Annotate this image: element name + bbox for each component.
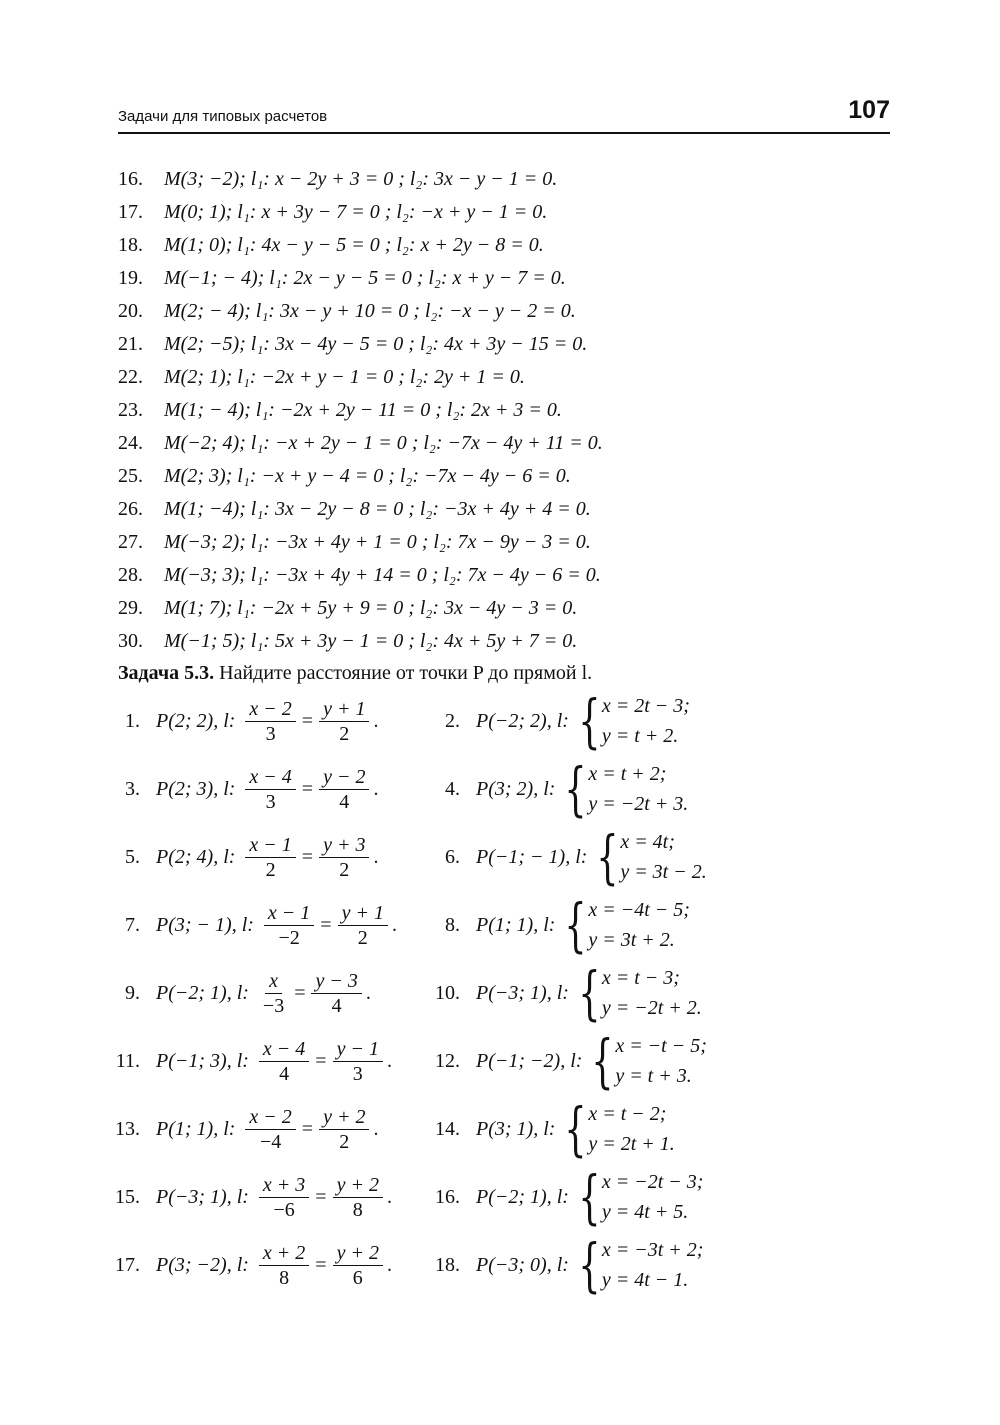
numerator: y − 1 bbox=[333, 1037, 383, 1062]
problem-item bbox=[432, 1231, 704, 1299]
problem-point: P(−1; 3), l: bbox=[156, 1049, 249, 1072]
problem-number: 18. bbox=[435, 1253, 460, 1276]
denominator: 8 bbox=[352, 1198, 363, 1221]
numerator: y − 2 bbox=[319, 765, 369, 790]
item-expression: M(1; 7); l₁: −2x + 5y + 9 = 0 ; l₂: 3x − 4y − 3 = 0. bbox=[164, 597, 578, 619]
equation-y: y = t + 3. bbox=[615, 1065, 692, 1087]
equation-system bbox=[615, 1031, 707, 1091]
problem-number: 16. bbox=[435, 1185, 460, 1208]
denominator: 4 bbox=[331, 994, 342, 1017]
problem-point: P(−1; − 1), l: bbox=[476, 845, 588, 868]
numerator: x + 3 bbox=[259, 1173, 309, 1198]
problem-number: 17. bbox=[115, 1253, 140, 1276]
problem-item bbox=[432, 1095, 675, 1163]
problem-number: 2. bbox=[445, 709, 460, 732]
item-number: 23. bbox=[118, 399, 143, 421]
left-brace: { bbox=[591, 1027, 614, 1095]
numerator: x − 1 bbox=[245, 833, 295, 858]
fraction-x bbox=[245, 697, 295, 746]
problem-point: P(3; 1), l: bbox=[476, 1117, 556, 1140]
problem-item bbox=[432, 1027, 707, 1095]
problem-item bbox=[432, 1163, 704, 1231]
problem-number: 10. bbox=[435, 981, 460, 1004]
end-mark: . bbox=[373, 845, 379, 868]
numerator: y + 1 bbox=[338, 901, 388, 926]
problem-item: 9. P(−2; 1), l: $\frac{x}{-3}$ = $\frac{y - 3}{4}$ . bbox=[112, 962, 371, 1024]
left-brace: { bbox=[564, 755, 587, 823]
fraction-y bbox=[333, 1037, 383, 1086]
equation-y: y = 2t + 1. bbox=[588, 1133, 675, 1155]
problem-number: 1. bbox=[125, 709, 140, 732]
problem-number: 8. bbox=[445, 913, 460, 936]
problem-point: P(2; 3), l: bbox=[156, 777, 236, 800]
denominator: 3 bbox=[265, 790, 276, 813]
problem-point: P(−2; 2), l: bbox=[476, 709, 569, 732]
end-mark: . bbox=[373, 709, 379, 732]
fraction-x bbox=[259, 1241, 309, 1290]
item-number: 29. bbox=[118, 597, 143, 619]
left-brace: { bbox=[578, 687, 601, 755]
left-brace: { bbox=[596, 823, 619, 891]
problem-point: P(2; 4), l: bbox=[156, 845, 236, 868]
equation-x: x = t − 3; bbox=[601, 967, 680, 989]
item-expression: M(−3; 2); l₁: −3x + 4y + 1 = 0 ; l₂: 7x − 9y − 3 = 0. bbox=[164, 531, 591, 553]
left-brace: { bbox=[564, 1095, 587, 1163]
list-item bbox=[118, 234, 544, 264]
left-brace: { bbox=[578, 1231, 601, 1299]
task-text: Найдите расстояние от точки P до прямой l. bbox=[214, 662, 593, 684]
problem-item bbox=[432, 823, 707, 891]
equation-x: x = −3t + 2; bbox=[601, 1239, 704, 1261]
list-item bbox=[118, 333, 587, 363]
equation-x: x = t − 2; bbox=[588, 1103, 667, 1125]
item-number: 25. bbox=[118, 465, 143, 487]
list-item bbox=[118, 465, 571, 495]
list-item bbox=[118, 267, 566, 297]
item-number: 26. bbox=[118, 498, 143, 520]
item-number: 17. bbox=[118, 201, 143, 223]
list-item bbox=[118, 432, 603, 462]
running-title: Задачи для типовых расчетов bbox=[118, 108, 328, 125]
problem-item: 7. P(3; − 1), l: $\frac{x - 1}{-2}$ = $\frac{y + 1}{2}$ . bbox=[112, 894, 397, 956]
fraction-x bbox=[259, 1037, 309, 1086]
list-item bbox=[118, 201, 547, 231]
list-item bbox=[118, 366, 525, 396]
equation-y: y = t + 2. bbox=[601, 725, 679, 747]
problem-item bbox=[432, 891, 690, 959]
problem-number: 13. bbox=[115, 1117, 140, 1140]
problem-number: 3. bbox=[125, 777, 140, 800]
numerator: y + 1 bbox=[319, 697, 369, 722]
item-expression: M(−2; 4); l₁: −x + 2y − 1 = 0 ; l₂: −7x − 4y + 11 = 0. bbox=[164, 432, 603, 454]
fraction-y bbox=[311, 969, 361, 1018]
equation-system bbox=[620, 827, 706, 887]
end-mark: . bbox=[373, 1117, 379, 1140]
left-brace: { bbox=[564, 891, 587, 959]
numerator: x − 4 bbox=[259, 1037, 309, 1062]
list-item bbox=[118, 531, 591, 561]
problem-number: 9. bbox=[125, 981, 140, 1004]
fraction-x bbox=[264, 901, 314, 950]
equation-system bbox=[602, 691, 690, 751]
equation-system bbox=[588, 1099, 674, 1159]
fraction-y bbox=[333, 1241, 383, 1290]
item-number: 18. bbox=[118, 234, 143, 256]
item-expression: M(1; − 4); l₁: −2x + 2y − 11 = 0 ; l₂: 2x + 3 = 0. bbox=[164, 399, 562, 421]
item-number: 24. bbox=[118, 432, 143, 454]
left-brace: { bbox=[578, 1163, 601, 1231]
item-expression: M(2; − 4); l₁: 3x − y + 10 = 0 ; l₂: −x − y − 2 = 0. bbox=[164, 300, 576, 322]
list-item bbox=[118, 300, 576, 330]
end-mark: . bbox=[391, 913, 397, 936]
denominator: 2 bbox=[339, 722, 350, 745]
problem-item bbox=[432, 755, 689, 823]
equation-y: y = −2t + 3. bbox=[588, 793, 689, 815]
equation-y: y = 4t − 1. bbox=[601, 1269, 689, 1291]
problem-point: P(−2; 1), l: bbox=[156, 981, 249, 1004]
list-item bbox=[118, 597, 577, 627]
item-number: 21. bbox=[118, 333, 143, 355]
equation-y: y = −2t + 2. bbox=[601, 997, 702, 1019]
list-item bbox=[118, 498, 591, 528]
equation-x: x = 4t; bbox=[620, 831, 675, 853]
fraction-y bbox=[319, 833, 369, 882]
fraction-x bbox=[259, 1173, 309, 1222]
denominator: 8 bbox=[279, 1266, 290, 1289]
fraction-y bbox=[319, 697, 369, 746]
problem-point: P(1; 1), l: bbox=[476, 913, 556, 936]
problem-point: P(−3; 0), l: bbox=[476, 1253, 569, 1276]
numerator: x bbox=[265, 969, 282, 994]
problem-item: 15. P(−3; 1), l: $\frac{x + 3}{-6}$ = $\frac{y + 2}{8}$ . bbox=[112, 1166, 392, 1228]
item-expression: M(3; −2); l₁: x − 2y + 3 = 0 ; l₂: 3x − y − 1 = 0. bbox=[164, 168, 558, 190]
problem-number: 11. bbox=[115, 1049, 140, 1072]
fraction-y bbox=[319, 1105, 369, 1154]
item-number: 16. bbox=[118, 168, 143, 190]
denominator: −2 bbox=[278, 926, 300, 949]
equation-system bbox=[602, 1167, 704, 1227]
numerator: y − 3 bbox=[311, 969, 361, 994]
item-expression: M(2; −5); l₁: 3x − 4y − 5 = 0 ; l₂: 4x + 3y − 15 = 0. bbox=[164, 333, 588, 355]
problem-point: P(3; −2), l: bbox=[156, 1253, 249, 1276]
item-expression: M(1; −4); l₁: 3x − 2y − 8 = 0 ; l₂: −3x + 4y + 4 = 0. bbox=[164, 498, 591, 520]
list-item bbox=[118, 399, 562, 429]
equation-system bbox=[588, 759, 688, 819]
numerator: y + 2 bbox=[333, 1173, 383, 1198]
problem-item: 17. P(3; −2), l: $\frac{x + 2}{8}$ = $\frac{y + 2}{6}$ . bbox=[112, 1234, 392, 1296]
denominator: 3 bbox=[265, 722, 276, 745]
fraction-y bbox=[338, 901, 388, 950]
page-header bbox=[118, 96, 890, 134]
fraction-y bbox=[333, 1173, 383, 1222]
item-expression: M(2; 3); l₁: −x + y − 4 = 0 ; l₂: −7x − 4y − 6 = 0. bbox=[164, 465, 571, 487]
item-number: 30. bbox=[118, 630, 143, 652]
denominator: 4 bbox=[339, 790, 350, 813]
problem-point: P(−1; −2), l: bbox=[476, 1049, 583, 1072]
item-expression: M(−3; 3); l₁: −3x + 4y + 14 = 0 ; l₂: 7x − 4y − 6 = 0. bbox=[164, 564, 601, 586]
equation-system bbox=[588, 895, 690, 955]
numerator: x − 4 bbox=[245, 765, 295, 790]
equation-y: y = 3t − 2. bbox=[620, 861, 707, 883]
list-item bbox=[118, 168, 557, 198]
problem-point: P(−3; 1), l: bbox=[156, 1185, 249, 1208]
numerator: x − 2 bbox=[245, 697, 295, 722]
denominator: 3 bbox=[352, 1062, 363, 1085]
equation-system bbox=[602, 1235, 704, 1295]
numerator: y + 3 bbox=[319, 833, 369, 858]
numerator: x − 1 bbox=[264, 901, 314, 926]
equation-x: x = −t − 5; bbox=[615, 1035, 707, 1057]
list-item bbox=[118, 564, 601, 594]
end-mark: . bbox=[386, 1049, 392, 1072]
denominator: 2 bbox=[339, 858, 350, 881]
equation-x: x = 2t − 3; bbox=[601, 695, 690, 717]
equation-y: y = 4t + 5. bbox=[601, 1201, 689, 1223]
problem-point: P(2; 2), l: bbox=[156, 709, 236, 732]
denominator: 2 bbox=[265, 858, 276, 881]
problem-item: 1. P(2; 2), l: $\frac{x - 2}{3}$ = $\frac{y + 1}{2}$ . bbox=[112, 690, 378, 752]
equation-x: x = −2t − 3; bbox=[601, 1171, 704, 1193]
item-expression: M(0; 1); l₁: x + 3y − 7 = 0 ; l₂: −x + y − 1 = 0. bbox=[164, 201, 548, 223]
problem-number: 15. bbox=[115, 1185, 140, 1208]
fraction-x bbox=[245, 765, 295, 814]
problem-point: P(−3; 1), l: bbox=[476, 981, 569, 1004]
denominator: −3 bbox=[262, 994, 285, 1017]
item-expression: M(2; 1); l₁: −2x + y − 1 = 0 ; l₂: 2y + 1 = 0. bbox=[164, 366, 525, 388]
equation-x: x = t + 2; bbox=[588, 763, 667, 785]
problem-item bbox=[432, 959, 702, 1027]
fraction-x bbox=[259, 969, 288, 1018]
problem-number: 4. bbox=[445, 777, 460, 800]
equation-x: x = −4t − 5; bbox=[588, 899, 690, 921]
problem-number: 5. bbox=[125, 845, 140, 868]
item-number: 19. bbox=[118, 267, 143, 289]
problem-point: P(3; 2), l: bbox=[476, 777, 556, 800]
item-number: 28. bbox=[118, 564, 143, 586]
numerator: x + 2 bbox=[259, 1241, 309, 1266]
end-mark: . bbox=[386, 1185, 392, 1208]
denominator: −4 bbox=[259, 1130, 282, 1153]
problem-number: 12. bbox=[435, 1049, 460, 1072]
problem-item bbox=[432, 687, 690, 755]
task-heading bbox=[118, 662, 592, 685]
problem-item: 11. P(−1; 3), l: $\frac{x - 4}{4}$ = $\frac{y - 1}{3}$ . bbox=[112, 1030, 392, 1092]
problem-point: P(−2; 1), l: bbox=[476, 1185, 569, 1208]
problem-item: 5. P(2; 4), l: $\frac{x - 1}{2}$ = $\frac{y + 3}{2}$ . bbox=[112, 826, 378, 888]
denominator: −6 bbox=[273, 1198, 295, 1221]
end-mark: . bbox=[373, 777, 379, 800]
fraction-x bbox=[245, 1105, 295, 1154]
numerator: y + 2 bbox=[319, 1105, 369, 1130]
denominator: 6 bbox=[352, 1266, 363, 1289]
problem-point: P(3; − 1), l: bbox=[156, 913, 254, 936]
end-mark: . bbox=[365, 981, 371, 1004]
item-expression: M(−1; − 4); l₁: 2x − y − 5 = 0 ; l₂: x + y − 7 = 0. bbox=[164, 267, 566, 289]
problem-number: 7. bbox=[125, 913, 140, 936]
problem-number: 14. bbox=[435, 1117, 460, 1140]
equation-system bbox=[602, 963, 702, 1023]
denominator: 2 bbox=[357, 926, 368, 949]
task-label: Задача 5.3. bbox=[118, 662, 215, 684]
item-number: 20. bbox=[118, 300, 143, 322]
item-expression: M(−1; 5); l₁: 5x + 3y − 1 = 0 ; l₂: 4x + 5y + 7 = 0. bbox=[164, 630, 578, 652]
problem-point: P(1; 1), l: bbox=[156, 1117, 236, 1140]
fraction-y bbox=[319, 765, 369, 814]
item-number: 27. bbox=[118, 531, 143, 553]
item-expression: M(1; 0); l₁: 4x − y − 5 = 0 ; l₂: x + 2y − 8 = 0. bbox=[164, 234, 544, 256]
problem-item: 3. P(2; 3), l: $\frac{x - 4}{3}$ = $\frac{y - 2}{4}$ . bbox=[112, 758, 378, 820]
problem-number: 6. bbox=[445, 845, 460, 868]
denominator: 2 bbox=[339, 1130, 350, 1153]
page-number: 107 bbox=[848, 96, 890, 124]
numerator: x − 2 bbox=[245, 1105, 295, 1130]
denominator: 4 bbox=[279, 1062, 290, 1085]
list-item bbox=[118, 630, 577, 660]
item-number: 22. bbox=[118, 366, 143, 388]
equation-y: y = 3t + 2. bbox=[588, 929, 675, 951]
left-brace: { bbox=[578, 959, 601, 1027]
fraction-x bbox=[245, 833, 295, 882]
problem-item: 13. P(1; 1), l: $\frac{x - 2}{-4}$ = $\frac{y + 2}{2}$ . bbox=[112, 1098, 378, 1160]
numerator: y + 2 bbox=[333, 1241, 383, 1266]
end-mark: . bbox=[386, 1253, 392, 1276]
